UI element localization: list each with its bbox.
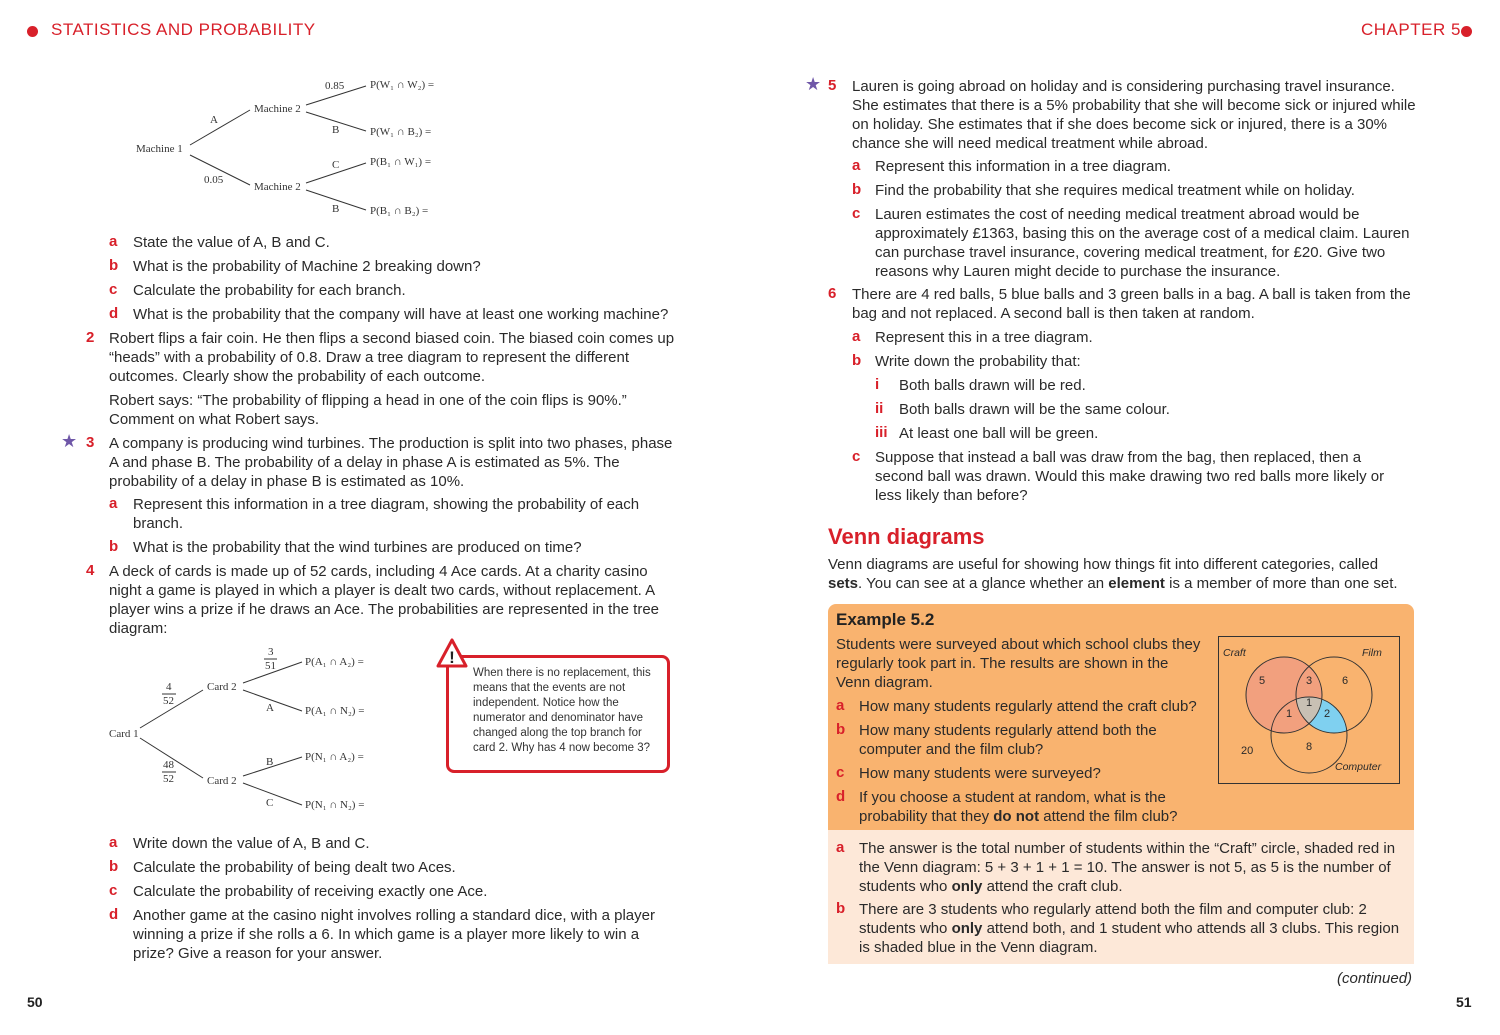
- part-letter: b: [109, 858, 119, 875]
- q5-part-b: Find the probability that she requires medical treatment while on holiday.: [875, 182, 1355, 199]
- tree1-top-down: B: [332, 124, 340, 136]
- q6-part-b: Write down the probability that:: [875, 353, 1081, 370]
- solution-b-emphasis: only: [951, 920, 983, 937]
- intro-term-element: element: [1108, 575, 1165, 592]
- question-number: 6: [828, 285, 837, 302]
- part-letter: a: [836, 697, 845, 714]
- example-d-text: attend the film club?: [1043, 808, 1178, 825]
- tree1-outcome: P(W₁ ∩ W₂) =: [370, 79, 435, 91]
- q1-part-b: What is the probability of Machine 2 breaking down?: [133, 258, 481, 275]
- example-part-d: [859, 788, 1204, 826]
- q1-part-c: Calculate the probability for each branch.: [133, 282, 406, 299]
- star-icon: ★: [61, 431, 78, 451]
- solution-part-a: [859, 839, 1407, 896]
- part-letter: b: [109, 538, 119, 555]
- intro-text: is a member of more than one set.: [1169, 575, 1398, 592]
- part-letter: c: [836, 764, 845, 781]
- q6-part-c: Suppose that instead a ball was draw from the bag, then replaced, then a second ball was drawn. Would this make drawing two red balls more likely or less likely than before?: [875, 449, 1385, 504]
- q5-part-c: Lauren estimates the cost of needing medical treatment abroad would be approximately £1363, basing this on the average cost of a medical claim. Lauren can purchase travel insurance, covering medical treatment, for £20. Give two reasons why Lauren might decide to purchase the insurance.: [875, 206, 1410, 280]
- example-part-a: How many students regularly attend the craft club?: [859, 698, 1197, 715]
- subpart-numeral: iii: [875, 424, 888, 441]
- chapter-title: CHAPTER 5: [1361, 20, 1461, 39]
- tree2-bot-down: C: [266, 797, 274, 809]
- venn-diagram: [1218, 636, 1400, 784]
- section-intro: [828, 555, 1408, 593]
- intro-term-sets: sets: [828, 575, 859, 592]
- q6-part-b-ii: Both balls drawn will be the same colour.: [899, 401, 1170, 418]
- question-number: 2: [86, 329, 95, 346]
- part-letter: d: [836, 788, 846, 805]
- tree2-fraction-den: 51: [265, 660, 276, 672]
- q3-part-b: What is the probability that the wind turbines are produced on time?: [133, 539, 582, 556]
- chapter-section-title: STATISTICS AND PROBABILITY: [51, 20, 316, 39]
- solution-a-text: The answer is the total number of students within the “Craft” circle, shaded red in the Venn diagram: 5 + 3 + 1 + 1 = 10. The answer is not 5, as 5 is the number of students who: [859, 840, 1396, 895]
- q3-text: A company is producing wind turbines. The production is split into two phases, phase A and phase B. The probability of a delay in phase A is estimated as 5%. The probability of a delay in phase B is estimated as 10%.: [109, 435, 673, 490]
- venn-value-film-computer: 2: [1324, 708, 1331, 720]
- tree1-node-bottom: Machine 2: [254, 181, 301, 193]
- page-number-left: 50: [27, 994, 43, 1010]
- continued-note: (continued): [1337, 970, 1413, 987]
- header-dot-right: [1461, 26, 1472, 37]
- tree1-bot-down: B: [332, 203, 340, 215]
- part-letter: a: [109, 233, 118, 250]
- question-number: 3: [86, 434, 95, 451]
- tree2-fraction-num: 4: [166, 681, 172, 693]
- q4-text: A deck of cards is made up of 52 cards, including 4 Ace cards. At a charity casino night a game is played in which a player is dealt two cards, without replacement. A player wins a prize if he draws an Ace. The probabilities are represented in the tree diagram:: [109, 563, 660, 637]
- q4-part-d: Another game at the casino night involves rolling a standard dice, with a player winning a prize if she rolls a 6. In which game is a player more likely to win a prize? Give a reason for your answer.: [133, 907, 655, 962]
- venn-label-film: Film: [1362, 647, 1382, 659]
- q6-part-a: Represent this in a tree diagram.: [875, 329, 1093, 346]
- part-letter: b: [836, 721, 846, 738]
- part-letter: c: [852, 448, 861, 465]
- venn-value-craft-film: 3: [1306, 675, 1313, 687]
- venn-value-craft-computer: 1: [1286, 708, 1293, 720]
- tree2-node-bottom: Card 2: [207, 775, 237, 787]
- q2-text-2: Robert says: “The probability of flipping a head in one of the coin flips is 90%.” Comment on what Robert says.: [109, 392, 627, 428]
- q6-part-b-i: Both balls drawn will be red.: [899, 377, 1086, 394]
- section-heading: Venn diagrams: [828, 524, 985, 549]
- tree1-bot-up: C: [332, 159, 340, 171]
- part-letter: a: [109, 495, 118, 512]
- page-number-right: 51: [1456, 994, 1472, 1010]
- example-title: Example 5.2: [836, 610, 935, 629]
- tree2-bot-up: B: [266, 756, 274, 768]
- tree2-fraction-den: 52: [163, 695, 174, 707]
- example-d-emphasis: do not: [993, 808, 1040, 825]
- part-letter: d: [109, 906, 119, 923]
- subpart-numeral: ii: [875, 400, 884, 417]
- q5-text: Lauren is going abroad on holiday and is considering purchasing travel insurance. She estimates that there is a 5% probability that she will become sick or injured while on holiday. She estimates that if she does become sick or injured, there is a 30% chance she will need medical treatment while abroad.: [852, 78, 1416, 152]
- tree1-branch-a: A: [210, 114, 218, 126]
- part-letter: a: [852, 328, 861, 345]
- example-text: Students were surveyed about which school clubs they regularly took part in. The results are shown in the Venn diagram.: [836, 636, 1201, 691]
- q4-part-c: Calculate the probability of receiving exactly one Ace.: [133, 883, 488, 900]
- tree2-fraction-num: 3: [268, 646, 274, 658]
- part-letter: a: [836, 839, 845, 856]
- q3-part-a: Represent this information in a tree diagram, showing the probability of each branch.: [133, 496, 640, 532]
- part-letter: b: [109, 257, 119, 274]
- solution-a-emphasis: only: [951, 878, 983, 895]
- part-letter: a: [109, 834, 118, 851]
- part-letter: c: [109, 281, 118, 298]
- part-letter: b: [836, 900, 846, 917]
- tree2-outcome: P(N₁ ∩ A₂) =: [305, 751, 364, 763]
- example-d-text: If you choose a student at random, what is the probability that they: [859, 789, 1166, 825]
- tree1-outcome: P(W₁ ∩ B₂) =: [370, 126, 432, 138]
- part-letter: a: [852, 157, 861, 174]
- tree2-top-down: A: [266, 702, 274, 714]
- warning-callout: [446, 655, 670, 773]
- tree1-root: Machine 1: [136, 143, 183, 155]
- q6-part-b-iii: At least one ball will be green.: [899, 425, 1099, 442]
- warning-icon: [436, 638, 468, 668]
- venn-label-computer: Computer: [1335, 761, 1382, 773]
- part-letter: c: [109, 882, 118, 899]
- tree2-fraction-den: 52: [163, 773, 174, 785]
- venn-value-all-three: 1: [1306, 697, 1313, 709]
- solution-b-text: attend both, and 1 student who attends all 3 clubs. This region is shaded blue in the Venn diagram.: [859, 920, 1400, 956]
- q4-part-b: Calculate the probability of being dealt two Aces.: [133, 859, 456, 876]
- warning-text: When there is no replacement, this means that the events are not independent. Notice how the numerator and denominator have changed along the top branch for card 2. Why has 4 now become 3?: [473, 667, 651, 754]
- intro-text: . You can see at a glance whether an: [858, 575, 1105, 592]
- question-number: 4: [86, 562, 95, 579]
- example-part-c: How many students were surveyed?: [859, 765, 1101, 782]
- venn-value-craft-only: 5: [1259, 675, 1266, 687]
- part-letter: c: [852, 205, 861, 222]
- q4-part-a: Write down the value of A, B and C.: [133, 835, 370, 852]
- warning-glyph: !: [449, 648, 455, 667]
- solution-b-text: There are 3 students who regularly attend both the film and computer club: 2 students who: [859, 901, 1367, 937]
- tree2-root: Card 1: [109, 728, 139, 740]
- tree1-outcome: P(B₁ ∩ B₂) =: [370, 205, 429, 217]
- q1-part-d: What is the probability that the company will have at least one working machine?: [133, 306, 669, 323]
- tree2-node-top: Card 2: [207, 681, 237, 693]
- solution-a-text: attend the craft club.: [986, 878, 1123, 895]
- tree2-outcome: P(A₁ ∩ N₂) =: [305, 705, 365, 717]
- part-letter: b: [852, 352, 862, 369]
- part-letter: d: [109, 305, 119, 322]
- question-number: 5: [828, 77, 837, 94]
- venn-label-craft: Craft: [1223, 647, 1246, 659]
- q2-text: Robert flips a fair coin. He then flips a second biased coin. The biased coin comes up “heads” with a probability of 0.8. Draw a tree diagram to represent the different outcomes. Clearly show the probability of each outcome.: [109, 330, 675, 385]
- q1-part-a: State the value of A, B and C.: [133, 234, 330, 251]
- part-letter: b: [852, 181, 862, 198]
- example-part-b: How many students regularly attend both the computer and the film club?: [859, 722, 1157, 758]
- star-icon: ★: [805, 74, 822, 94]
- tree1-outcome: P(B₁ ∩ W₁) =: [370, 156, 432, 168]
- venn-value-film-only: 6: [1342, 675, 1349, 687]
- solution-part-b: [859, 900, 1407, 957]
- tree1-top-up: 0.85: [325, 80, 345, 92]
- subpart-numeral: i: [875, 376, 880, 393]
- tree2-outcome: P(A₁ ∩ A₂) =: [305, 656, 364, 668]
- q5-part-a: Represent this information in a tree diagram.: [875, 158, 1171, 175]
- tree1-node-top: Machine 2: [254, 103, 301, 115]
- venn-value-computer-only: 8: [1306, 741, 1313, 753]
- venn-value-outside: 20: [1241, 745, 1254, 757]
- tree1-branch-low: 0.05: [204, 174, 224, 186]
- tree2-fraction-num: 48: [163, 759, 174, 771]
- tree2-outcome: P(N₁ ∩ N₂) =: [305, 799, 365, 811]
- intro-text: Venn diagrams are useful for showing how things fit into different categories, called: [828, 556, 1379, 573]
- q6-text: There are 4 red balls, 5 blue balls and 3 green balls in a bag. A ball is taken from the bag and not replaced. A second ball is then taken at random.: [852, 286, 1411, 322]
